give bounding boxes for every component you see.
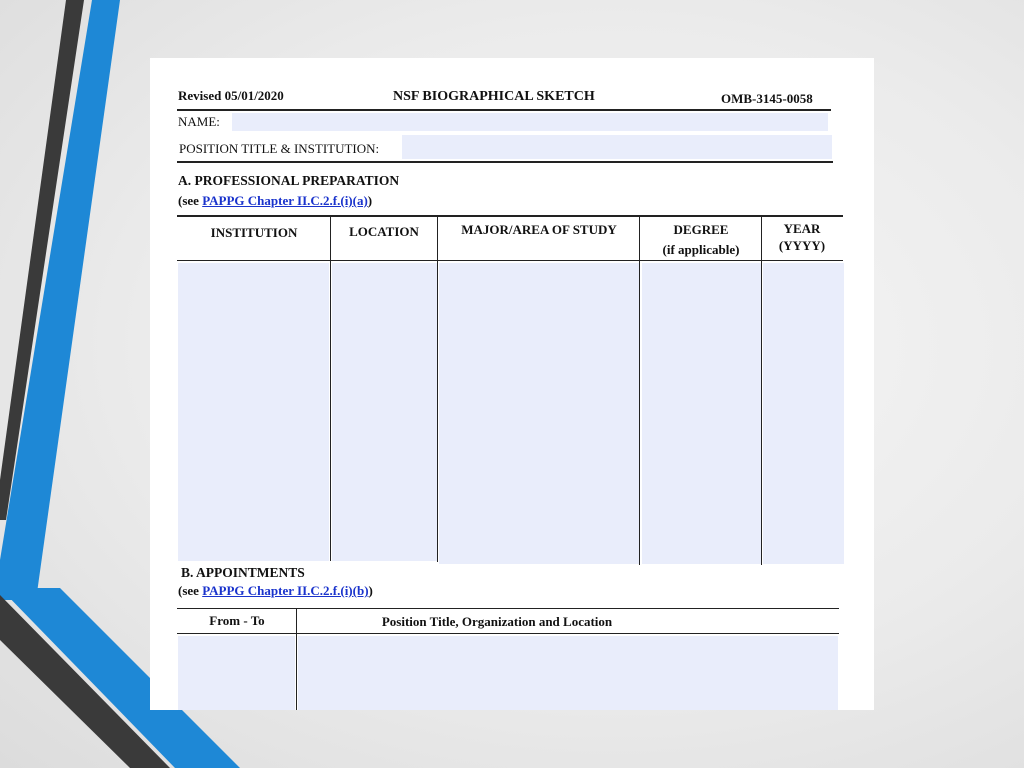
header-rule bbox=[177, 109, 831, 111]
col-major bbox=[438, 221, 640, 238]
col-location-label: LOCATION bbox=[349, 224, 419, 239]
col-year bbox=[762, 220, 842, 254]
divider-a-3 bbox=[639, 217, 640, 565]
col-year-label: YEAR bbox=[783, 221, 821, 236]
col-degree bbox=[641, 221, 761, 258]
cell-degree[interactable] bbox=[642, 263, 761, 564]
col-degree-label: DEGREE bbox=[673, 222, 729, 237]
reference-prefix-b: (see bbox=[178, 583, 203, 598]
cell-position-title[interactable] bbox=[298, 636, 838, 710]
divider-a-4 bbox=[761, 217, 762, 565]
pappg-link-a[interactable]: PAPPG Chapter II.C.2.f.(i)(a) bbox=[202, 193, 368, 208]
col-location bbox=[331, 223, 437, 240]
col-major-label: MAJOR/AREA OF STUDY bbox=[461, 222, 617, 237]
pappg-link-b[interactable]: PAPPG Chapter II.C.2.f.(i)(b) bbox=[202, 583, 369, 598]
revised-date: Revised 05/01/2020 bbox=[178, 88, 284, 103]
divider-a-2 bbox=[437, 217, 438, 562]
cell-major[interactable] bbox=[439, 263, 639, 564]
form-title: NSF BIOGRAPHICAL SKETCH bbox=[393, 89, 595, 104]
biosketch-form bbox=[150, 58, 874, 710]
col-from-to-label: From - To bbox=[209, 613, 265, 628]
col-institution bbox=[178, 224, 330, 241]
col-degree-sublabel: (if applicable) bbox=[662, 242, 740, 257]
col-institution-label: INSTITUTION bbox=[210, 225, 298, 240]
cell-institution[interactable] bbox=[178, 263, 329, 561]
col-position-title-label: Position Title, Organization and Location bbox=[381, 614, 613, 629]
section-b-reference bbox=[178, 583, 373, 599]
section-a-rule bbox=[177, 161, 833, 163]
table-a-top-rule bbox=[177, 215, 843, 217]
cell-location[interactable] bbox=[332, 263, 437, 561]
divider-b-1 bbox=[296, 609, 297, 710]
col-from-to bbox=[178, 612, 296, 629]
position-label: POSITION TITLE & INSTITUTION: bbox=[179, 141, 380, 156]
name-label: NAME: bbox=[178, 114, 220, 129]
col-position-title bbox=[297, 613, 697, 630]
reference-prefix: (see bbox=[178, 193, 203, 208]
reference-suffix: ) bbox=[367, 193, 373, 208]
section-a-reference bbox=[178, 193, 372, 209]
name-field[interactable] bbox=[232, 113, 828, 131]
position-field[interactable] bbox=[402, 135, 832, 159]
table-b-header-rule bbox=[177, 633, 839, 634]
section-b-heading: B. APPOINTMENTS bbox=[181, 565, 305, 580]
divider-a-1 bbox=[330, 217, 331, 561]
omb-number: OMB-3145-0058 bbox=[721, 91, 813, 106]
reference-suffix-b: ) bbox=[368, 583, 373, 598]
cell-year[interactable] bbox=[763, 263, 844, 564]
table-b-top-rule bbox=[177, 608, 839, 609]
col-year-sublabel: (YYYY) bbox=[778, 238, 826, 253]
cell-from-to[interactable] bbox=[178, 636, 295, 710]
table-a-header-rule bbox=[177, 260, 843, 261]
section-a-heading: A. PROFESSIONAL PREPARATION bbox=[178, 173, 400, 188]
